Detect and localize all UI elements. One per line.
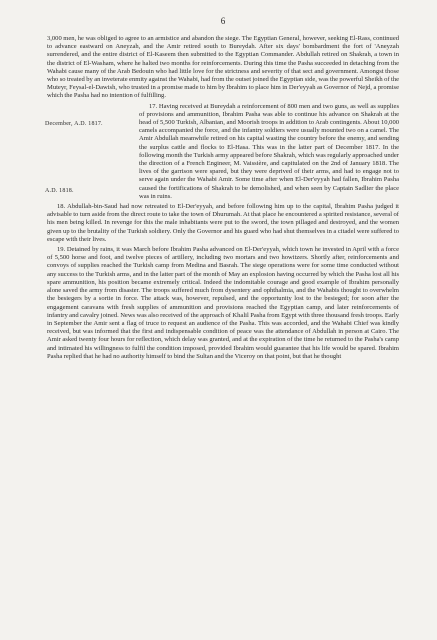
margin-note-1818: A.D. 1818. xyxy=(45,187,74,194)
paragraph-siege-rass: 3,000 men, he was obliged to agree to an armistice and abandon the siege. The Egyptian General, however, seeking El-Rass, continued to advance eastward on Aneyzah, and the Amir retired south to Bureydah. After six days' bombardment the fort of 'Aneyzah surrendered, and the entire district of El-Kaseem then submitted to the Egyptian Commander. Abdullah retired on Shakrah, a town in the district of El-Washam, where he halted two months for reinforcements. During this time the Pasha succeeded in detaching from the Wahabi cause many of the Arab Bedouin who had little love for the strictness and severity of that sect and government. Amongst those who so treated by an inveterate enmity against the Wahabi, had from the outset joined the Egyptian side, was the powerful Sheikh of the Muteyr, Feysal-el-Dawish, who trusted in a promise made to him by Ibrahim to place him in Der'eyyah as Governor of Nejd, a promise which the Pasha had no intention of fulfilling. xyxy=(47,35,400,100)
margin-note-december-1817: December, A.D. 1817. xyxy=(45,120,103,127)
paragraph-18: 18. Abdullah-bin-Saud had now retreated to El-Der'eyyah, and before following him up to the capital, Ibrahim Pasha judged it advisable to turn aside from the direct route to take the town of Dhurumah. At that place he encountered a spirited resistance, several of his men being killed. In revenge for this the male inhabitants were put to the sword, the town pillaged and destroyed, and the women given up to the brutality of the Turkish soldiery. Only the Governor and his guard who had shut themselves in a citadel were suffered to escape with their lives. xyxy=(47,203,399,243)
page-number: 6 xyxy=(220,16,226,26)
paragraph-17-block xyxy=(47,103,399,201)
paragraph-17: 17. Having received at Bureydah a reinforcement of 800 men and two guns, as well as supplies of provisions and ammunition, Ibrahim Pasha was able to continue his advance on Shakrah at the head of 5,500 Turkish, Albanian, and Moorish troops in addition to Arab contingents. About 10,000 camels accompanied the force, and the infantry soldiers were usually mounted two on a camel. The Amir Abdullah meanwhile retired on his capital wasting the country before the enemy, and sending the surplus cattle and flocks to El-Hasa. This was in the latter part of December 1817. In the following month the Turkish army appeared before Shakrah, which was regularly approached under the direction of a French Engineer, M. Vaissière, and capitulated on the 2nd of January 1818. The lives of the garrison were spared, but they were deprived of their arms, and had to engage not to serve again under the Wahabi Amir. Some time after when El-Der'eyyah had fallen, Ibrahim Pasha caused the fortifications of Shakrah to be demolished, and when seen by Captain Sadlier the place was in ruins. xyxy=(139,102,399,200)
paragraph-19: 19. Detained by rains, it was March before Ibrahim Pasha advanced on El-Der'eyyah, which town he invested in April with a force of 5,500 horse and foot, and twelve pieces of artillery, including two mortars and two howitzers. Shortly after, reinforcements and convoys of supplies reached the Turkish camp from Medina and Basrah. The siege operations were for some time conducted without any success to the Turkish arms, and in the latter part of the month of May an explosion having occurred by which the Pasha lost all his spare ammunition, his position became extremely critical. Indeed the indomitable courage and good example of Ibrahim personally alone saved the army from disaster. The troops suffered much from dysentery and ophthalmia, and the Wahabis thought to overwhelm the besiegers by a sortie in force. The attack was, however, repulsed, and the opportunity lost to the besieged; for soon after the engagement caravans with fresh supplies of ammunition and provisions reached the Egyptian camp, and later reinforcements of infantry and cavalry joined. News was also received of the approach of Khalil Pasha from Egypt with three thousand fresh troops. Early in September the Amir sent a flag of truce to request an audience of the Pasha. This was accorded, and the Wahabi Chief was kindly received, but was informed that the first and indispensable condition of peace was the attendance of Abdullah in person at Cairo. The Amir asked twenty four hours for reflection, which delay was granted, and at the expiration of the time he returned to the Pasha's camp and intimated his willingness to fulfil the condition imposed, provided Ibrahim would guarantee that his life would be spared. Ibrahim Pasha replied that he had no authority himself to bind the Sultan and the Viceroy on that point, but that he thought xyxy=(47,246,399,360)
